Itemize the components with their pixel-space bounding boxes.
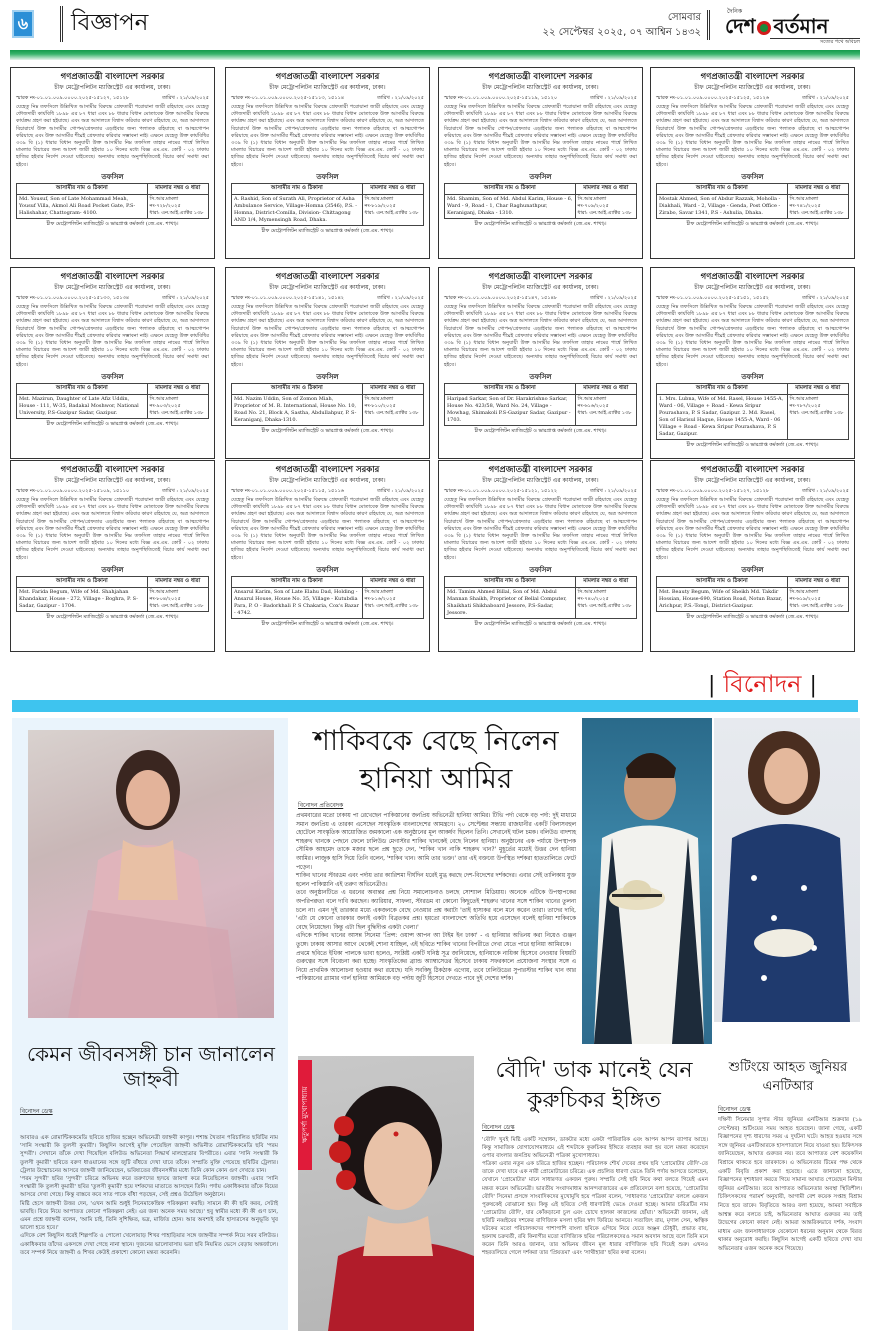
notice-date: তারিখ : ২১/০৯/২০২৫ <box>377 95 424 101</box>
memo-number: স্মারক নং-০১.০১.০০৯.০০০০.২০২৫-১৫১২১, ১৫১২২ <box>444 488 558 494</box>
case-section: ধারা: এন.আই.এ্যাক্টর ১৩৮ <box>789 602 844 609</box>
notice-subtitle: চীফ মেট্রোপলিটন ম্যাজিস্ট্রেট এর কার্যালয়, ঢাকা। <box>54 84 171 91</box>
notice-date: তারিখ : ২১/০৯/২০২৫ <box>590 488 637 494</box>
notice-footer: চীফ মেট্রোপলিটন ম্যাজিস্ট্রেট ও ভারপ্রাপ্ত কর্মকর্তা (জে.এম. শাখা)। <box>46 613 179 620</box>
case-number: সি.আর.মামলা নং-৮০৪/২০২৫ <box>149 588 181 602</box>
notice-subtitle: চীফ মেট্রোপলিটন ম্যাজিস্ট্রেট এর কার্যালয়, ঢাকা। <box>269 84 386 91</box>
notice-footer: চীফ মেট্রোপলিটন ম্যাজিস্ট্রেট ও ভারপ্রাপ্ত কর্মকর্তা (জে.এম. শাখা)। <box>46 420 179 427</box>
notice-body: যেহেতু নিম্ন তফসিলে উল্লিখিত আসামীর বিরুদ্ধে গ্রেফতারী পরোয়ানা জারী রহিয়াছে এবং যেহেতু ফৌজদারী কার্যবিধি ১৮৯৮ এর ৮৭ ধারা এবং ৮৮ ধারার বিধান মোতাবেক উক্ত আসামীর বিরুদ্ধে কার্যক্রম গ্রহণ করা হইয়াছে। এবং অত্র আদালতে বিশ্বাস করিবার কারণ রহিয়াছে যে, অত্র আদালতে বিচারার্থে উক্ত আসামীর গোপন/গ্রেফতার এড়াইবার জন্য পলাতক রহিয়াছে বা আত্মগোপন করিয়াছে এবং উক্ত আসামীর শীঘ্রই গ্রেফতার করিবার সম্ভাবনা নাই। এক্ষনে যেহেতু উক্ত কার্যবিধির ৩৩৯ বি (১) ধারার বিধান অনুযায়ী উক্ত আসামীর নিম্ন তফসিল তাহার নামের পার্শ্বে লিখিত মামলার বিচারের জন্য আদেশ জারী হইবার ১০ দিনের মধ্যে বিজ্ঞ এম.এম. কোর্ট - ০২ ঢাকায় হাজির হইবার নির্দেশ দেওয়া যাইতেছে। অন্যথায় তাহার অনুপস্থিতিতেই বিচার কার্য সমাধা করা হইবে। <box>231 104 424 168</box>
schedule-heading: তফসিল <box>529 371 552 381</box>
schedule-heading: তফসিল <box>316 171 339 181</box>
notice-body: যেহেতু নিম্ন তফসিলে উল্লিখিত আসামীর বিরুদ্ধে গ্রেফতারী পরোয়ানা জারী রহিয়াছে এবং যেহেতু ফৌজদারী কার্যবিধি ১৮৯৮ এর ৮৭ ধারা এবং ৮৮ ধারার বিধান মোতাবেক উক্ত আসামীর বিরুদ্ধে কার্যক্রম গ্রহণ করা হইয়াছে। এবং অত্র আদালতে বিশ্বাস করিবার কারণ রহিয়াছে যে, অত্র আদালতে বিচারার্থে উক্ত আসামীর গোপন/গ্রেফতার এড়াইবার জন্য পলাতক রহিয়াছে বা আত্মগোপন করিয়াছে এবং উক্ত আসামীর শীঘ্রই গ্রেফতার করিবার সম্ভাবনা নাই। এক্ষনে যেহেতু উক্ত কার্যবিধির ৩৩৯ বি (১) ধারার বিধান অনুযায়ী উক্ত আসামীর নিম্ন তফসিল তাহার নামের পার্শ্বে লিখিত মামলার বিচারের জন্য আদেশ জারী হইবার ১০ দিনের মধ্যে বিজ্ঞ এম.এম. কোর্ট - ০২ ঢাকায় হাজির হইবার নির্দেশ দেওয়া যাইতেছে। অন্যথায় তাহার অনুপস্থিতিতেই বিচার কার্য সমাধা করা হইবে। <box>656 304 849 368</box>
notice-footer: চীফ মেট্রোপলিটন ম্যাজিস্ট্রেট ও ভারপ্রাপ্ত কর্মকর্তা (জে.এম. শাখা)। <box>474 427 607 434</box>
accused-table: আসামীর নাম ও ঠিকানা মামলার নম্বর ও ধারা A. Rashid, Son of Surath Ali, Proprietor of Asha Ambulance Service, Village-Homna (3546), P.S. -Homna, District-Comilla, Division- Chittagong AND 1/4, Mymensingh Road, Dhaka. সি.আর.মামলা নং-৮১৯/২০২৫ ধারা: এন.আই.এ্যাক্টর ১৩৮ <box>231 183 424 226</box>
rituparna-photo[interactable] <box>298 1056 474 1331</box>
case-number: সি.আর.মামলা নং-৭৮৭/২০২৫ <box>789 395 821 409</box>
memo-number: স্মারক নং-০১.০১.০০৯.০০০০.২০২৫-১৫১৩৩, ১৫১৩৪ <box>16 295 130 301</box>
boudi-body: 'বৌদি' খুবই মিষ্টি একটি সম্বোধন, ডাকটার মধ্যে একটা পারিবারিক এবং আপন আপন ব্যাপার আছে। কিন্তু সামাজিক যোগাযোগমাধ্যমে এই শব্দটাকে কুরুচিকর ইঙ্গিতে ব্যবহার করা হয় বলে মন্তব্য করেছেন ওপার বাংলার জনপ্রিয় অভিনেত্রী পত্রিকা মুখোপাধ্যায়। পত্রিকা এবার নতুন এক চরিত্রে হাজির হচ্ছেন। পরিচালক শৌর্য দেবের প্রথম ছবি 'প্রোমোটার বৌদি'-তে তাকে দেখা যাবে এক নারী প্রোমোটারের চরিত্রে। এক প্রচলিত ধারণা ভেঙে তিনি পর্দায় আসতে চলেছেন, যেখানে 'প্রোমোটার' মানে সাধারণত একজন পুরুষ। সম্প্রতি সেই ছবি নিয়ে কথা বলতে গিয়েই এমন মন্তব্য করেন অভিনেত্রী। ভারতীয় সংবাদমাধ্যম আনন্দবাজারের এক প্রতিবেদনে বলা হয়েছে, 'প্রোমোটার বৌদি' সিনেমা প্রসঙ্গে সাংবাদিকদের মুখোমুখি হয়ে পত্রিকা বলেন, 'সাধারণত 'প্রোমোটার' বললে একজন পুরুষকেই বোঝানো হয়। কিন্তু এই ছবিতে সেই ধারণাটাই ভেঙে দেওয়া হচ্ছে। আমার চরিত্রটির নাম 'প্রোমোটার বৌদি', যার কোঁকড়ানো চুল এবং চোখে হালকা কাজলের ছোঁয়া।' অভিনেত্রী জানান, এই ছবিটি নব্বইয়ের দশকের বাণিজ্যিক মসলা ছবির স্বাদ ফিরিয়ে আনবে। সত্যজিৎ রায়, মৃণাল সেন, ঋত্বিক ঘটকের মতো পরিচালকদের পাশাপাশি বাংলা ছবিকে এগিয়ে নিয়ে যেতে অঞ্জন চৌধুরী, প্রভাত রায়, হরনাথ চক্রবর্তী, রবি কিনাগীর মতো বাণিজ্যিক ছবির পরিচালকদেরও সমান অবদান আছে বলে তিনি মনে করেন তিনি আরও জানান, তার অভিনয় জীবন মূল ধারার বাণিজ্যিক ছবি দিয়েই শুরু। এখনও শহরতলিতে গেলে দর্শকরা তার 'প্রিয়তমা' এবং 'সাথীহারা' ছবির কথা বলেন। <box>482 1137 708 1257</box>
notice-body: যেহেতু নিম্ন তফসিলে উল্লিখিত আসামীর বিরুদ্ধে গ্রেফতারী পরোয়ানা জারী রহিয়াছে এবং যেহেতু ফৌজদারী কার্যবিধি ১৮৯৮ এর ৮৭ ধারা এবং ৮৮ ধারার বিধান মোতাবেক উক্ত আসামীর বিরুদ্ধে কার্যক্রম গ্রহণ করা হইয়াছে। এবং অত্র আদালতে বিশ্বাস করিবার কারণ রহিয়াছে যে, অত্র আদালতে বিচারার্থে উক্ত আসামীর গোপন/গ্রেফতার এড়াইবার জন্য পলাতক রহিয়াছে বা আত্মগোপন করিয়াছে এবং উক্ত আসামীর শীঘ্রই গ্রেফতার করিবার সম্ভাবনা নাই। এক্ষনে যেহেতু উক্ত কার্যবিধির ৩৩৯ বি (১) ধারার বিধান অনুযায়ী উক্ত আসামীর নিম্ন তফসিল তাহার নামের পার্শ্বে লিখিত মামলার বিচারের জন্য আদেশ জারী হইবার ১০ দিনের মধ্যে বিজ্ঞ এম.এম. কোর্ট - ০২ ঢাকায় হাজির হইবার নির্দেশ দেওয়া যাইতেছে। অন্যথায় তাহার অনুপস্থিতিতেই বিচার কার্য সমাধা করা হইবে। <box>656 497 849 561</box>
weekday: সোমবার <box>667 12 701 23</box>
legal-notice-ad <box>438 460 643 652</box>
notice-body: যেহেতু নিম্ন তফসিলে উল্লিখিত আসামীর বিরুদ্ধে গ্রেফতারী পরোয়ানা জারী রহিয়াছে এবং যেহেতু ফৌজদারী কার্যবিধি ১৮৯৮ এর ৮৭ ধারা এবং ৮৮ ধারার বিধান মোতাবেক উক্ত আসামীর বিরুদ্ধে কার্যক্রম গ্রহণ করা হইয়াছে। এবং অত্র আদালতে বিশ্বাস করিবার কারণ রহিয়াছে যে, অত্র আদালতে বিচারার্থে উক্ত আসামীর গোপন/গ্রেফতার এড়াইবার জন্য পলাতক রহিয়াছে বা আত্মগোপন করিয়াছে এবং উক্ত আসামীর শীঘ্রই গ্রেফতার করিবার সম্ভাবনা নাই। এক্ষনে যেহেতু উক্ত কার্যবিধির ৩৩৯ বি (১) ধারার বিধান অনুযায়ী উক্ত আসামীর নিম্ন তফসিল তাহার নামের পার্শ্বে লিখিত মামলার বিচারের জন্য আদেশ জারী হইবার ১০ দিনের মধ্যে বিজ্ঞ এম.এম. কোর্ট - ০২ ঢাকায় হাজির হইবার নির্দেশ দেওয়া যাইতেছে। অন্যথায় তাহার অনুপস্থিতিতেই বিচার কার্য সমাধা করা হইবে। <box>444 104 637 168</box>
logo-left-text: দেশ <box>725 14 756 38</box>
table-row <box>445 194 637 218</box>
notice-date: তারিখ : ২১/০৯/২০২৫ <box>377 295 424 301</box>
schedule-heading: তফসিল <box>529 171 552 181</box>
notice-footer: চীফ মেট্রোপলিটন ম্যাজিস্ট্রেট ও ভারপ্রাপ্ত কর্মকর্তা (জে.এম. শাখা)। <box>261 620 394 627</box>
table-row <box>657 394 849 439</box>
table-row <box>17 587 209 611</box>
case-number: সি.আর.মামলা নং-৮১৯/২০২৫ <box>364 195 396 209</box>
notice-title: গণপ্রজাতন্ত্রী বাংলাদেশ সরকার <box>700 72 805 82</box>
notice-title: গণপ্রজাতন্ত্রী বাংলাদেশ সরকার <box>60 72 165 82</box>
janhvi-body: আবারও এক রোমান্টিককমেডি ছবিতে হাজির হচ্ছেন অভিনেত্রী জাহ্নবী কাপুর। শশাঙ্ক খৈতান পরিচালিত ছবিটির নাম 'সানি সংস্কারী কি তুলসী কুমারী'। কিছুদিন আগেই মুক্তি পেয়েছিল জাহ্নবী অভিনীত রোমান্টিককমেডি ছবি 'পরম সুন্দরী'। সেখানে তাঁকে দেখা গিয়েছিল বলিউড অভিনেতা সিদ্ধার্থ মালহোত্রার বিপরীতে। এবার 'সানি সংস্কারী কি তুলসী কুমারী' ছবিতে বরুণ ধাওয়ানের সঙ্গে জুটি বাঁধতে দেখা যাবে তাঁকে। সম্প্রতি মুক্তি পেয়েছে ছবিটির ট্রেলার। ট্রেলার উন্মোচনের আসরে জাহ্নবী জানিয়েছেন, ভবিষ্যতের জীবনসঙ্গীর মধ্যে তিনি কোন কোন গুণ দেখতে চান। 'পরম সুন্দরী' ছবির 'সুন্দরী' চরিত্রে অভিনয় করে তরুণদের হৃদয়ে জায়গা করে নিয়েছিলেন জাহ্নবী। এবার 'সানি সংস্কারী কি তুলসী কুমারী' ছবির 'তুলসী কুমারী' হয়ে দর্শকদের মাতাতে আসছেন তিনি। পর্দায় একাধিকবার তাঁকে বিয়ের আসরে দেখা গেছে। কিন্তু বাস্তবে কবে সাত পাকে বাঁধা পড়ছেন, সেই প্রশ্নও উঠেছিল অনুষ্ঠানে। মিষ্টি হেসে জাহ্নবী উত্তর দেন, 'এখন আমি শুধুই সিনেমাকেন্দ্রিক পরিকল্পনা করছি। সামনে কী কী ছবি করব, সেটাই ভাবছি। বিয়ে নিয়ে আপাতত কোনো পরিকল্পনা নেই। এর জন্য অনেক সময় আছে।' হবু স্বামীর মধ্যে কী কী গুণ চান, এমন প্রশ্নে জাহ্নবী বলেন, 'আমি চাই, তিনি সুশিক্ষিত, ভদ্র, মার্জিত হোন। আর অবশ্যই তাঁর হাস্যরসের অনুভূতি খুব ভালো হতে হবে।' এদিকে বেশ কিছুদিন ধরেই শিল্পপতি ও পোলো খেলোয়াড় শিখর পাহাড়িয়ার সঙ্গে জাহ্নবীর সম্পর্ক নিয়ে সরব বলিউড। একাধিকবার তাঁদের একসঙ্গে দেখা গেছে নানা স্থানে। দুজনের ভালোবাসায় ভরা ছবি নিয়মিত ভেসে বেড়ায় অন্তর্জালে। তবে সম্পর্ক নিয়ে জাহ্নবী ও শিখর কেউই প্রকাশ্যে কোনো মন্তব্য করেননি। <box>20 1135 278 1256</box>
notice-title: গণপ্রজাতন্ত্রী বাংলাদেশ সরকার <box>700 272 805 282</box>
case-section: ধারা: এন.আই.এ্যাক্টর ১৩৮ <box>364 409 419 416</box>
janhvi-byline: বিনোদন ডেস্ক <box>20 1108 53 1115</box>
case-number: সি.আর.মামলা নং-৬১৯/২০২৫ <box>789 588 821 602</box>
case-number: সি.আর.মামলা নং-৭৪০/২০২৫ <box>577 588 609 602</box>
notice-date: তারিখ : ২১/০৯/২০২৫ <box>802 95 849 101</box>
case-number: সি.আর.মামলা নং-৭০৯/২০২৫ <box>577 195 609 209</box>
legal-notice-ad <box>10 460 215 652</box>
case-number: সি.আর.মামলা নং-৮১৬/২০২৫ <box>364 588 396 602</box>
accused-table: আসামীর নাম ও ঠিকানা মামলার নম্বর ও ধারা Md. Shamim, Son of Md. Abdul Karim, House - 6, Ward - 9, Road - 1, Char Raghunathpur, Keraniganj, Dhaka - 1310. সি.আর.মামলা নং-৭০৯/২০২৫ ধারা: এন.আই.এ্যাক্টর ১৩৮ <box>444 183 637 219</box>
notice-title: গণপ্রজাতন্ত্রী বাংলাদেশ সরকার <box>700 465 805 475</box>
table-row <box>232 394 424 425</box>
accused-name-address: Md. Yousuf, Son of Late Mohammad Meah, Yousuf Villa, Akmol Ali Road Pocket Gate, P.S-Halishahar, Chattogram- 4100. <box>17 194 148 218</box>
accused-name-address: A. Rashid, Son of Surath Ali, Proprietor of Asha Ambulance Service, Village-Homna (3546), P.S. -Homna, District-Comilla, Division- Chittagong AND 1/4, Mymensingh Road, Dhaka. <box>232 194 363 225</box>
case-section: ধারা: এন.আই.এ্যাক্টর ১৩৮ <box>577 209 632 216</box>
notice-date: তারিখ : ২১/০৯/২০২৫ <box>590 295 637 301</box>
accused-table: আসামীর নাম ও ঠিকানা মামলার নম্বর ও ধারা Mst. Mazirun, Daughter of Late Afiz Uddin, House - 111, W-35, Badakal Moshwor, National University, P.S-Gazipur Sadar, Gazipur. সি.আর.মামলা নং-৯০৩/২০২৫ ধারা: এন.আই.এ্যাক্টর ১৩৮ <box>16 383 209 419</box>
main-byline: বিনোদন প্রতিবেদক <box>298 802 344 809</box>
page-header <box>0 0 870 62</box>
schedule-heading: তফসিল <box>741 371 764 381</box>
notice-body: যেহেতু নিম্ন তফসিলে উল্লিখিত আসামীর বিরুদ্ধে গ্রেফতারী পরোয়ানা জারী রহিয়াছে এবং যেহেতু ফৌজদারী কার্যবিধি ১৮৯৮ এর ৮৭ ধারা এবং ৮৮ ধারার বিধান মোতাবেক উক্ত আসামীর বিরুদ্ধে কার্যক্রম গ্রহণ করা হইয়াছে। এবং অত্র আদালতে বিশ্বাস করিবার কারণ রহিয়াছে যে, অত্র আদালতে বিচারার্থে উক্ত আসামীর গোপন/গ্রেফতার এড়াইবার জন্য পলাতক রহিয়াছে বা আত্মগোপন করিয়াছে এবং উক্ত আসামীর শীঘ্রই গ্রেফতার করিবার সম্ভাবনা নাই। এক্ষনে যেহেতু উক্ত কার্যবিধির ৩৩৯ বি (১) ধারার বিধান অনুযায়ী উক্ত আসামীর নিম্ন তফসিল তাহার নামের পার্শ্বে লিখিত মামলার বিচারের জন্য আদেশ জারী হইবার ১০ দিনের মধ্যে বিজ্ঞ এম.এম. কোর্ট - ০২ ঢাকায় হাজির হইবার নির্দেশ দেওয়া যাইতেছে। অন্যথায় তাহার অনুপস্থিতিতেই বিচার কার্য সমাধা করা হইবে। <box>444 304 637 368</box>
schedule-heading: তফসিল <box>741 171 764 181</box>
notice-subtitle: চীফ মেট্রোপলিটন ম্যাজিস্ট্রেট এর কার্যালয়, ঢাকা। <box>269 477 386 484</box>
notice-date: তারিখ : ২১/০৯/২০২৫ <box>162 488 209 494</box>
notice-subtitle: চীফ মেট্রোপলিটন ম্যাজিস্ট্রেট এর কার্যালয়, ঢাকা। <box>54 477 171 484</box>
legal-notice-ad <box>438 67 643 259</box>
accused-table: আসামীর নাম ও ঠিকানা মামলার নম্বর ও ধারা Mst. Farida Begum, Wife of Md. Shahjahan Khandakar, House - 272, Village - Boghra, P. S-Sadar, Gazipur - 1704. সি.আর.মামলা নং-৮০৪/২০২৫ ধারা: এন.আই.এ্যাক্টর ১৩৮ <box>16 576 209 612</box>
accused-name-address: Haripad Sarkar, Son of Dr. Harakrishno Sarkar, House No. 423/58, Ward No. 24, Village - Mowhag, Shimakoli P.S-Gazipur Sadar, Gazipur - 1703. <box>445 394 576 425</box>
memo-number: স্মারক নং-০১.০১.০০৯.০০০০.২০২৫-১৫১৪৭, ১৫১৪৮ <box>444 295 558 301</box>
notice-footer: চীফ মেট্রোপলিটন ম্যাজিস্ট্রেট ও ভারপ্রাপ্ত কর্মকর্তা (জে.এম. শাখা)। <box>686 441 819 448</box>
accused-name-address: Mst. Farida Begum, Wife of Md. Shahjahan Khandakar, House - 272, Village - Boghra, P. S-Sadar, Gazipur - 1704. <box>17 587 148 611</box>
notice-footer: চীফ মেট্রোপলিটন ম্যাজিস্ট্রেট ও ভারপ্রাপ্ত কর্মকর্তা (জে.এম. শাখা)। <box>474 620 607 627</box>
accused-name-address: 1. Mrs. Lubna, Wife of Md. Rasel, House 1455-A, Ward - 06, Village + Road - Kewa Sripur Pourashava, P. S Sadar, Gazipur. 2. Md. Rasel, Son of Harisul Haque, House 1455-A, Ward - 06 Village + Road - Kewa Sripur Pourashava, P. S Sadar, Gazipur. <box>657 394 788 439</box>
janhvi-headline: কেমন জীবনসঙ্গী চান জানালেন জাহ্নবী <box>27 1042 275 1091</box>
notice-body: যেহেতু নিম্ন তফসিলে উল্লিখিত আসামীর বিরুদ্ধে গ্রেফতারী পরোয়ানা জারী রহিয়াছে এবং যেহেতু ফৌজদারী কার্যবিধি ১৮৯৮ এর ৮৭ ধারা এবং ৮৮ ধারার বিধান মোতাবেক উক্ত আসামীর বিরুদ্ধে কার্যক্রম গ্রহণ করা হইয়াছে। এবং অত্র আদালতে বিশ্বাস করিবার কারণ রহিয়াছে যে, অত্র আদালতে বিচারার্থে উক্ত আসামীর গোপন/গ্রেফতার এড়াইবার জন্য পলাতক রহিয়াছে বা আত্মগোপন করিয়াছে এবং উক্ত আসামীর শীঘ্রই গ্রেফতার করিবার সম্ভাবনা নাই। এক্ষনে যেহেতু উক্ত কার্যবিধির ৩৩৯ বি (১) ধারার বিধান অনুযায়ী উক্ত আসামীর নিম্ন তফসিল তাহার নামের পার্শ্বে লিখিত মামলার বিচারের জন্য আদেশ জারী হইবার ১০ দিনের মধ্যে বিজ্ঞ এম.এম. কোর্ট - ০২ ঢাকায় হাজির হইবার নির্দেশ দেওয়া যাইতেছে। অন্যথায় তাহার অনুপস্থিতিতেই বিচার কার্য সমাধা করা হইবে। <box>16 104 209 168</box>
ntr-headline: শুটিংয়ে আহত জুনিয়র এনটিআর <box>728 1060 848 1094</box>
accused-table: আসামীর নাম ও ঠিকানা মামলার নম্বর ও ধারা Ansarul Karim, Son of Late Elahu Dad, Holding - Ansarul House, House No. 35, Village - Kutubdia Para, P. O - Badorkhali P. S Chakaria, Cox's Bazar - 4742. সি.আর.মামলা নং-৮১৬/২০২৫ ধারা: এন.আই.এ্যাক্টর ১৩৮ <box>231 576 424 619</box>
notice-date: তারিখ : ২১/০৯/২০২৫ <box>802 488 849 494</box>
case-section: ধারা: এন.আই.এ্যাক্টর ১৩৮ <box>149 602 204 609</box>
accused-name-address: Mst. Beauty Begum, Wife of Sheikh Md. Takdir Hossian, House-690, Station Road, Notun Bazar, Arichpur, P.S.-Tongi, District-Gazipur. <box>657 587 788 611</box>
notice-footer: চীফ মেট্রোপলিটন ম্যাজিস্ট্রেট ও ভারপ্রাপ্ত কর্মকর্তা (জে.এম. শাখা)। <box>46 220 179 227</box>
accused-table: আসামীর নাম ও ঠিকানা মামলার নম্বর ও ধারা Md. Tamim Ahmed Billal, Son of Md. Abdul Mannan Shaikh, Proprietor of Bellal Computer, Shaikhati Shikhaboard Jessore, P.S-Sadar, Jessore. সি.আর.মামলা নং-৭৪০/২০২৫ ধারা: এন.আই.এ্যাক্টর ১৩৮ <box>444 576 637 619</box>
table-row <box>17 394 209 418</box>
notice-footer: চীফ মেট্রোপলিটন ম্যাজিস্ট্রেট ও ভারপ্রাপ্ত কর্মকর্তা (জে.এম. শাখা)। <box>474 220 607 227</box>
schedule-heading: তফসিল <box>316 371 339 381</box>
table-row <box>445 587 637 618</box>
notice-subtitle: চীফ মেট্রোপলিটন ম্যাজিস্ট্রেট এর কার্যালয়, ঢাকা। <box>482 477 599 484</box>
notice-footer: চীফ মেট্রোপলিটন ম্যাজিস্ট্রেট ও ভারপ্রাপ্ত কর্মকর্তা (জে.এম. শাখা)। <box>686 220 819 227</box>
entertainment-blue-bar <box>12 700 858 712</box>
notice-subtitle: চীফ মেট্রোপলিটন ম্যাজিস্ট্রেট এর কার্যালয়, ঢাকা। <box>694 284 811 291</box>
notice-footer: চীফ মেট্রোপলিটন ম্যাজিস্ট্রেট ও ভারপ্রাপ্ত কর্মকর্তা (জে.এম. শাখা)। <box>261 427 394 434</box>
memo-number: স্মারক নং-০১.০১.০০৯.০০০০.২০২৫-১৫১১৫, ১৫১১৬ <box>231 488 345 494</box>
memo-number: স্মারক নং-০১.০১.০০৯.০০০০.২০২৫-১৫১২৫, ১৫১২৬ <box>656 95 770 101</box>
ntr-body: দক্ষিণী সিনেমার সুপার স্টার জুনিয়র এনটিআর শুক্রবার (১৯ সেপ্টেম্বর) শুটিংয়ের সময় আহত হয়েছেন। জানা গেছে, একটি বিজ্ঞাপনের দৃশ্য ধারণের সময় এ দুর্ঘটনা ঘটে। আহত হওয়ার সঙ্গে সঙ্গে জুনিয়র এনটিআরকে হাসপাতালে নিয়ে যাওয়া হয়। চিকিৎসক জানিয়েছেন, আঘাত গুরুতর নয়। তবে আপাতত বেশ কয়েকদিন বিশ্রামে থাকতে হবে তারকাকে। এ অভিনেতার টিমের পক্ষ থেকে একটি বিবৃতি প্রকাশ করা হয়েছে। এতে জানানো হয়েছে, বিজ্ঞাপনের দৃশ্যধারণ করতে গিয়ে সামান্য আঘাত পেয়েছেন মিস্টার জুনিয়র এনটিআর। তবে আপাতত অভিনেতার অবস্থা স্থিতিশীল। চিকিৎসকদের পরামর্শ অনুযায়ী, আগামী বেশ কয়েক সপ্তাহ বিশ্রাম নিতে হবে তাকে। বিবৃতিতে আরও বলা হয়েছে, আমরা সবাইকে আশ্বস্ত করে বলতে চাই, অভিনেতার আঘাত গুরুতর নয় তাই উদ্বেগের কোনো কারণ নেই। আমরা আন্তরিকভাবে দর্শক, সংবাদ মাধ্যম এবং জনসাধারণকে যেকোনো ধরনের অনুমান থেকে বিরত থাকার অনুরোধ করছি। কিছুদিন আগেই একটি ছবিতে দেখা যায় অভিনেতার ওজন অনেক কমে গিয়েছে। <box>718 1117 862 1252</box>
table-row <box>17 194 209 218</box>
case-section: ধারা: এন.আই.এ্যাক্টর ১৩৮ <box>364 602 419 609</box>
case-number: সি.আর.মামলা নং-৭৪১/২০২৫ <box>789 195 821 209</box>
notice-footer: চীফ মেট্রোপলিটন ম্যাজিস্ট্রেট ও ভারপ্রাপ্ত কর্মকর্তা (জে.এম. শাখা)। <box>686 613 819 620</box>
legal-notice-ad <box>10 67 215 259</box>
legal-notice-ad <box>438 267 643 459</box>
accused-table: আসামীর নাম ও ঠিকানা মামলার নম্বর ও ধারা Mostak Ahmed, Son of Abdur Razzak, Moholla - Diakhali, Ward - 2, Village - Genda, Post Office - Zirabo, Savar 1341, P.S - Ashulia, Dhaka. সি.আর.মামলা নং-৭৪১/২০২৫ ধারা: এন.আই.এ্যাক্টর ১৩৮ <box>656 183 849 219</box>
table-row <box>232 587 424 618</box>
entertainment-section-title: | বিনোদন | <box>708 670 817 698</box>
legal-notice-ad <box>225 67 430 259</box>
notice-subtitle: চীফ মেট্রোপলিটন ম্যাজিস্ট্রেট এর কার্যালয়, ঢাকা। <box>482 284 599 291</box>
logo-right-text: বর্তমান <box>773 14 829 38</box>
memo-number: স্মারক নং-০১.০১.০০৯.০০০০.২০২৫-১৫১১৩, ১৫১১৪ <box>231 95 345 101</box>
ntr-byline: বিনোদন ডেস্ক <box>718 1106 751 1113</box>
case-section: ধারা: এন.আই.এ্যাক্টর ১৩৮ <box>364 209 419 216</box>
notice-title: গণপ্রজাতন্ত্রী বাংলাদেশ সরকার <box>60 465 165 475</box>
notice-title: গণপ্রজাতন্ত্রী বাংলাদেশ সরকার <box>60 272 165 282</box>
accused-name-address: Md. Nazim Uddin, Son of Zomon Miah, Proprietor of M. R. International, House No. 10, Road No. 21, Block A, Sastha, Abdullahpur, P. S-Keraniganj, Dhaka-1310. <box>232 394 363 425</box>
case-section: ধারা: এন.আই.এ্যাক্টর ১৩৮ <box>577 409 632 416</box>
logo-tagline: সত্যের পথে অবিচল <box>770 38 860 47</box>
case-section: ধারা: এন.আই.এ্যাক্টর ১৩৮ <box>577 602 632 609</box>
accused-name-address: Ansarul Karim, Son of Late Elahu Dad, Holding - Ansarul House, House No. 35, Village - Kutubdia Para, P. O - Badorkhali P. S Chakaria, Cox's Bazar - 4742. <box>232 587 363 618</box>
case-number: সি.আর.মামলা নং-৯০৩/২০২৫ <box>149 395 181 409</box>
table-row <box>445 394 637 425</box>
notice-subtitle: চীফ মেট্রোপলিটন ম্যাজিস্ট্রেট এর কার্যালয়, ঢাকা। <box>269 284 386 291</box>
janhvi-photo[interactable] <box>28 730 274 1018</box>
notice-title: গণপ্রজাতন্ত্রী বাংলাদেশ সরকার <box>488 272 593 282</box>
memo-number: স্মারক নং-০১.০১.০০৯.০০০০.২০২৫-১৫১২৭, ১৫১২৮ <box>656 488 770 494</box>
schedule-heading: তফসিল <box>101 171 124 181</box>
legal-notice-ad <box>650 67 855 259</box>
notice-subtitle: চীফ মেট্রোপলিটন ম্যাজিস্ট্রেট এর কার্যালয়, ঢাকা। <box>694 477 811 484</box>
notice-body: যেহেতু নিম্ন তফসিলে উল্লিখিত আসামীর বিরুদ্ধে গ্রেফতারী পরোয়ানা জারী রহিয়াছে এবং যেহেতু ফৌজদারী কার্যবিধি ১৮৯৮ এর ৮৭ ধারা এবং ৮৮ ধারার বিধান মোতাবেক উক্ত আসামীর বিরুদ্ধে কার্যক্রম গ্রহণ করা হইয়াছে। এবং অত্র আদালতে বিশ্বাস করিবার কারণ রহিয়াছে যে, অত্র আদালতে বিচারার্থে উক্ত আসামীর গোপন/গ্রেফতার এড়াইবার জন্য পলাতক রহিয়াছে বা আত্মগোপন করিয়াছে এবং উক্ত আসামীর শীঘ্রই গ্রেফতার করিবার সম্ভাবনা নাই। এক্ষনে যেহেতু উক্ত কার্যবিধির ৩৩৯ বি (১) ধারার বিধান অনুযায়ী উক্ত আসামীর নিম্ন তফসিল তাহার নামের পার্শ্বে লিখিত মামলার বিচারের জন্য আদেশ জারী হইবার ১০ দিনের মধ্যে বিজ্ঞ এম.এম. কোর্ট - ০২ ঢাকায় হাজির হইবার নির্দেশ দেওয়া যাইতেছে। অন্যথায় তাহার অনুপস্থিতিতেই বিচার কার্য সমাধা করা হইবে। <box>16 304 209 368</box>
legal-notice-ad <box>650 267 855 459</box>
notice-title: গণপ্রজাতন্ত্রী বাংলাদেশ সরকার <box>488 465 593 475</box>
notice-date: তারিখ : ২১/০৯/২০২৫ <box>162 95 209 101</box>
notice-date: তারিখ : ২১/০৯/২০২৫ <box>377 488 424 494</box>
notice-body: যেহেতু নিম্ন তফসিলে উল্লিখিত আসামীর বিরুদ্ধে গ্রেফতারী পরোয়ানা জারী রহিয়াছে এবং যেহেতু ফৌজদারী কার্যবিধি ১৮৯৮ এর ৮৭ ধারা এবং ৮৮ ধারার বিধান মোতাবেক উক্ত আসামীর বিরুদ্ধে কার্যক্রম গ্রহণ করা হইয়াছে। এবং অত্র আদালতে বিশ্বাস করিবার কারণ রহিয়াছে যে, অত্র আদালতে বিচারার্থে উক্ত আসামীর গোপন/গ্রেফতার এড়াইবার জন্য পলাতক রহিয়াছে বা আত্মগোপন করিয়াছে এবং উক্ত আসামীর শীঘ্রই গ্রেফতার করিবার সম্ভাবনা নাই। এক্ষনে যেহেতু উক্ত কার্যবিধির ৩৩৯ বি (১) ধারার বিধান অনুযায়ী উক্ত আসামীর নিম্ন তফসিল তাহার নামের পার্শ্বে লিখিত মামলার বিচারের জন্য আদেশ জারী হইবার ১০ দিনের মধ্যে বিজ্ঞ এম.এম. কোর্ট - ০২ ঢাকায় হাজির হইবার নির্দেশ দেওয়া যাইতেছে। অন্যথায় তাহার অনুপস্থিতিতেই বিচার কার্য সমাধা করা হইবে। <box>444 497 637 561</box>
rituparna-photo-label: ঋতুপর্ণা মুখোপাধ্যায় <box>298 1060 312 1170</box>
notice-footer: চীফ মেট্রোপলিটন ম্যাজিস্ট্রেট ও ভারপ্রাপ্ত কর্মকর্তা (জে.এম. শাখা)। <box>261 227 394 234</box>
shakib-photo[interactable] <box>582 718 712 1044</box>
schedule-heading: তফসিল <box>101 564 124 574</box>
case-number: সি.আর.মামলা নং-৬১৬/২০২৫ <box>577 395 609 409</box>
notice-date: তারিখ : ২১/০৯/২০২৫ <box>802 295 849 301</box>
notice-title: গণপ্রজাতন্ত্রী বাংলাদেশ সরকার <box>275 465 380 475</box>
table-row <box>232 194 424 225</box>
memo-number: স্মারক নং-০১.০১.০০৯.০০০০.২০২৫-১৫১২৭, ১৫১২৮ <box>16 95 130 101</box>
case-section: ধারা: এন.আই.এ্যাক্টর ১৩৮ <box>149 209 204 216</box>
boudi-byline: বিনোদন ডেস্ক <box>482 1124 515 1131</box>
main-body: প্রথমবারের মতো ঢাকায় পা রেখেছেন পাকিস্তানের জনপ্রিয় অভিনেত্রী হানিয়া আমির। টিভি পর্দা থেকে বড় পর্দা: দুই মাধ্যমে সমান জনপ্রিয় এ তারকা এসেছেন সাংস্কৃতিক বাংলাদেশের আমন্ত্রণে। ২০ সেপ্টেম্বর সন্ধ্যায় রাজধানীর একটি বিলাসবহুল হোটেলে সাংস্কৃতিক আয়োজিত জমকালো এক অনুষ্ঠানের মূল আকর্ষণ ছিলেন তিনি। সেখানেই ঘটল চমক। বলিউড বাদশাহ শাহরুখ খানকে পেছনে ফেলে ঢালিউড মেগাস্টার শাকিব খানকেই বেছে নিলেন হানিয়া। অনুষ্ঠানের এক পর্যায়ে উপস্থাপক সৌমিক আহমেদ তাকে মজার ছলে প্রশ্ন ছুড়ে দেন, 'শাকিব খান নাকি শাহরুখ খান?' মুহূর্তের মধ্যেই উত্তর দেন হানিয়া আমির। লাজুক হাসি দিয়ে তিনি বলেন, 'শাকিব খান। আমি তার ভক্ত।' তার এই বক্তব্যে উপস্থিত দর্শকরা হাততালিতে ফেটে পড়েন। শাকিব খানের স্টারডম এবং পর্দায় তার ক্যারিশমা দীর্ঘদিন ধরেই মুগ্ধ করছে দেশ-বিদেশের দর্শকদের। এবার সেই তালিকায় যুক্ত হলেন পাকিস্তানি এই তরুণ অভিনেত্রীও। তবে অনুষ্ঠানটিতে এ ধরনের অবান্তর প্রশ্ন নিয়ে সমালোচনাও চলছে সোশ্যাল মিডিয়ায়। অনেকে এটিকে উপস্থাপকের অপরিপক্বতা বলে দাবি করছেন। ক্যারিয়ার, সাফল্য, স্টারডম বা কোনো কিছুতেই শাহরুখ খানের সঙ্গে শাকিব খানের তুলনা চলে না। এমন দুই তারকার মধ্যে একজনকে বেছে নেওয়ার প্রশ্ন করাটা 'তাই হাস্যকর বলে মনে করেন তারা। তাদের দাবি, 'এটা যে কোনো তারকার জন্যই একটা বিব্রতকর প্রশ্ন। হয়তো বাংলাদেশে অতিথি হয়ে এসেছেন বলেই হানিয়া শাকিবকে বেছে নিয়েছেন। কিন্তু এটা ছিল বুদ্ধিদীপ্ত একটা খেলা।' এদিকে শাকিব খানের আসন্ন সিনেমা 'প্রিন্স: ওয়ান্স আপন আ টাইম ইন ঢাকা' - এ হানিয়ার অভিনয় করা নিয়েও গুঞ্জন তুঙ্গে। ঢাকায় আসার আগে থেকেই শোনা যাচ্ছিল, এই ছবিতে শাকিব খানের বিপরীতে দেখা যেতে পারে হানিয়া আমিরকে। প্রথমে ছবিতে ইধিকা পালকে ভাবা হলেও, সংশ্লিষ্ট একটি ঘনিষ্ঠ সূত্র জানিয়েছে, হানিয়াকে নায়িকা হিসেবে নেওয়ার বিষয়টি গুরুত্বের সঙ্গে বিবেচনা করা হচ্ছে। সাংস্কৃতিকের ব্র্যান্ড অ্যাম্বাসেডর হিসেবে ঢাকায় সফরকালে প্রযোজনা সংস্থার সঙ্গে এ নিয়ে প্রাথমিক আলোচনা হওয়ার কথা রয়েছে। যদি সবকিছু ঠিকঠাক এগোয়, তবে ঢালিউডের সুপারস্টার শাকিব খান আর পাকিস্তানের গ্ল্যামার গার্ল হানিয়া আমিরকে বড় পর্দায় জুটি হিসেবে দেখতে পাবে দুই দেশের দর্শক। <box>296 813 576 983</box>
accused-name-address: Md. Shamim, Son of Md. Abdul Karim, House - 6, Ward - 9, Road - 1, Char Raghunathpur, Keraniganj, Dhaka - 1310. <box>445 194 576 218</box>
main-headline: শাকিবকে বেছে নিলেন হানিয়া আমির <box>313 724 559 795</box>
schedule-heading: তফসিল <box>741 564 764 574</box>
accused-name-address: Md. Tamim Ahmed Billal, Son of Md. Abdul Mannan Shaikh, Proprietor of Bellal Computer, Shaikhati Shikhaboard Jessore, P.S-Sadar, Jessore. <box>445 587 576 618</box>
schedule-heading: তফসিল <box>529 564 552 574</box>
hania-photo[interactable] <box>714 718 860 1022</box>
memo-number: স্মারক নং-০১.০১.০০৯.০০০০.২০২৫-১৫১৪১, ১৫১৪২ <box>231 295 345 301</box>
notice-body: যেহেতু নিম্ন তফসিলে উল্লিখিত আসামীর বিরুদ্ধে গ্রেফতারী পরোয়ানা জারী রহিয়াছে এবং যেহেতু ফৌজদারী কার্যবিধি ১৮৯৮ এর ৮৭ ধারা এবং ৮৮ ধারার বিধান মোতাবেক উক্ত আসামীর বিরুদ্ধে কার্যক্রম গ্রহণ করা হইয়াছে। এবং অত্র আদালতে বিশ্বাস করিবার কারণ রহিয়াছে যে, অত্র আদালতে বিচারার্থে উক্ত আসামীর গোপন/গ্রেফতার এড়াইবার জন্য পলাতক রহিয়াছে বা আত্মগোপন করিয়াছে এবং উক্ত আসামীর শীঘ্রই গ্রেফতার করিবার সম্ভাবনা নাই। এক্ষনে যেহেতু উক্ত কার্যবিধির ৩৩৯ বি (১) ধারার বিধান অনুযায়ী উক্ত আসামীর নিম্ন তফসিল তাহার নামের পার্শ্বে লিখিত মামলার বিচারের জন্য আদেশ জারী হইবার ১০ দিনের মধ্যে বিজ্ঞ এম.এম. কোর্ট - ০২ ঢাকায় হাজির হইবার নির্দেশ দেওয়া যাইতেছে। অন্যথায় তাহার অনুপস্থিতিতেই বিচার কার্য সমাধা করা হইবে। <box>231 497 424 561</box>
dateline <box>543 10 710 40</box>
notice-subtitle: চীফ মেট্রোপলিটন ম্যাজিস্ট্রেট এর কার্যালয়, ঢাকা। <box>54 284 171 291</box>
legal-notice-ad <box>650 460 855 652</box>
notice-body: যেহেতু নিম্ন তফসিলে উল্লিখিত আসামীর বিরুদ্ধে গ্রেফতারী পরোয়ানা জারী রহিয়াছে এবং যেহেতু ফৌজদারী কার্যবিধি ১৮৯৮ এর ৮৭ ধারা এবং ৮৮ ধারার বিধান মোতাবেক উক্ত আসামীর বিরুদ্ধে কার্যক্রম গ্রহণ করা হইয়াছে। এবং অত্র আদালতে বিশ্বাস করিবার কারণ রহিয়াছে যে, অত্র আদালতে বিচারার্থে উক্ত আসামীর গোপন/গ্রেফতার এড়াইবার জন্য পলাতক রহিয়াছে বা আত্মগোপন করিয়াছে এবং উক্ত আসামীর শীঘ্রই গ্রেফতার করিবার সম্ভাবনা নাই। এক্ষনে যেহেতু উক্ত কার্যবিধির ৩৩৯ বি (১) ধারার বিধান অনুযায়ী উক্ত আসামীর নিম্ন তফসিল তাহার নামের পার্শ্বে লিখিত মামলার বিচারের জন্য আদেশ জারী হইবার ১০ দিনের মধ্যে বিজ্ঞ এম.এম. কোর্ট - ০২ ঢাকায় হাজির হইবার নির্দেশ দেওয়া যাইতেছে। অন্যথায় তাহার অনুপস্থিতিতেই বিচার কার্য সমাধা করা হইবে। <box>231 304 424 368</box>
legal-notice-ad <box>225 267 430 459</box>
logo-small-text: দৈনিক <box>727 8 743 15</box>
schedule-heading: তফসিল <box>316 564 339 574</box>
date: ২২ সেপ্টেম্বর ২০২৫, ০৭ আশ্বিন ১৪৩২ <box>542 27 701 38</box>
case-number: সি.আর.মামলা নং-৮১০/২০২৫ <box>364 395 396 409</box>
legal-notice-ad <box>225 460 430 652</box>
masthead-logo[interactable] <box>725 6 860 46</box>
accused-table: আসামীর নাম ও ঠিকানা মামলার নম্বর ও ধারা Haripad Sarkar, Son of Dr. Harakrishno Sarkar, House No. 423/58, Ward No. 24, Village - Mowhag, Shimakoli P.S-Gazipur Sadar, Gazipur - 1703. সি.আর.মামলা নং-৬১৬/২০২৫ ধারা: এন.আই.এ্যাক্টর ১৩৮ <box>444 383 637 426</box>
case-section: ধারা: এন.আই.এ্যাক্টর ১৩৮ <box>149 409 204 416</box>
accused-name-address: Mostak Ahmed, Son of Abdur Razzak, Moholla - Diakhali, Ward - 2, Village - Genda, Post Office - Zirabo, Savar 1341, P.S - Ashulia, Dhaka. <box>657 194 788 218</box>
accused-table: আসামীর নাম ও ঠিকানা মামলার নম্বর ও ধারা Md. Yousuf, Son of Late Mohammad Meah, Yousuf Villa, Akmol Ali Road Pocket Gate, P.S-Halishahar, Chattogram- 4100. সি.আর.মামলা নং-৭২৮/২০২৫ ধারা: এন.আই.এ্যাক্টর ১৩৮ <box>16 183 209 219</box>
table-row <box>657 587 849 611</box>
case-number: সি.আর.মামলা নং-৭২৮/২০২৫ <box>149 195 181 209</box>
page-number: ৬ <box>12 10 34 38</box>
accused-table: আসামীর নাম ও ঠিকানা মামলার নম্বর ও ধারা Mst. Beauty Begum, Wife of Sheikh Md. Takdir Hossian, House-690, Station Road, Notun Bazar, Arichpur, P.S.-Tongi, District-Gazipur. সি.আর.মামলা নং-৬১৯/২০২৫ ধারা: এন.আই.এ্যাক্টর ১৩৮ <box>656 576 849 612</box>
accused-table: আসামীর নাম ও ঠিকানা মামলার নম্বর ও ধারা Md. Nazim Uddin, Son of Zomon Miah, Proprietor of M. R. International, House No. 10, Road No. 21, Block A, Sastha, Abdullahpur, P. S-Keraniganj, Dhaka-1310. সি.আর.মামলা নং-৮১০/২০২৫ ধারা: এন.আই.এ্যাক্টর ১৩৮ <box>231 383 424 426</box>
notice-date: তারিখ : ২১/০৯/২০২৫ <box>590 95 637 101</box>
case-section: ধারা: এন.আই.এ্যাক্টর ১৩৮ <box>789 209 844 216</box>
notice-title: গণপ্রজাতন্ত্রী বাংলাদেশ সরকার <box>275 72 380 82</box>
boudi-headline: বৌদি' ডাক মানেই যেন কুরুচিকর ইঙ্গিত <box>495 1058 693 1113</box>
notice-date: তারিখ : ২১/০৯/২০২৫ <box>162 295 209 301</box>
accused-name-address: Mst. Mazirun, Daughter of Late Afiz Uddin, House - 111, W-35, Badakal Moshwor, National University, P.S-Gazipur Sadar, Gazipur. <box>17 394 148 418</box>
notice-body: যেহেতু নিম্ন তফসিলে উল্লিখিত আসামীর বিরুদ্ধে গ্রেফতারী পরোয়ানা জারী রহিয়াছে এবং যেহেতু ফৌজদারী কার্যবিধি ১৮৯৮ এর ৮৭ ধারা এবং ৮৮ ধারার বিধান মোতাবেক উক্ত আসামীর বিরুদ্ধে কার্যক্রম গ্রহণ করা হইয়াছে। এবং অত্র আদালতে বিশ্বাস করিবার কারণ রহিয়াছে যে, অত্র আদালতে বিচারার্থে উক্ত আসামীর গোপন/গ্রেফতার এড়াইবার জন্য পলাতক রহিয়াছে বা আত্মগোপন করিয়াছে এবং উক্ত আসামীর শীঘ্রই গ্রেফতার করিবার সম্ভাবনা নাই। এক্ষনে যেহেতু উক্ত কার্যবিধির ৩৩৯ বি (১) ধারার বিধান অনুযায়ী উক্ত আসামীর নিম্ন তফসিল তাহার নামের পার্শ্বে লিখিত মামলার বিচারের জন্য আদেশ জারী হইবার ১০ দিনের মধ্যে বিজ্ঞ এম.এম. কোর্ট - ০২ ঢাকায় হাজির হইবার নির্দেশ দেওয়া যাইতেছে। অন্যথায় তাহার অনুপস্থিতিতেই বিচার কার্য সমাধা করা হইবে। <box>16 497 209 561</box>
case-section: ধারা: এন.আই.এ্যাক্টর ১৩৮ <box>789 409 844 416</box>
memo-number: স্মারক নং-০১.০১.০০৯.০০০০.২০২৫-১৫১১৯, ১৫১২০ <box>444 95 558 101</box>
notice-body: যেহেতু নিম্ন তফসিলে উল্লিখিত আসামীর বিরুদ্ধে গ্রেফতারী পরোয়ানা জারী রহিয়াছে এবং যেহেতু ফৌজদারী কার্যবিধি ১৮৯৮ এর ৮৭ ধারা এবং ৮৮ ধারার বিধান মোতাবেক উক্ত আসামীর বিরুদ্ধে কার্যক্রম গ্রহণ করা হইয়াছে। এবং অত্র আদালতে বিশ্বাস করিবার কারণ রহিয়াছে যে, অত্র আদালতে বিচারার্থে উক্ত আসামীর গোপন/গ্রেফতার এড়াইবার জন্য পলাতক রহিয়াছে বা আত্মগোপন করিয়াছে এবং উক্ত আসামীর শীঘ্রই গ্রেফতার করিবার সম্ভাবনা নাই। এক্ষনে যেহেতু উক্ত কার্যবিধির ৩৩৯ বি (১) ধারার বিধান অনুযায়ী উক্ত আসামীর নিম্ন তফসিল তাহার নামের পার্শ্বে লিখিত মামলার বিচারের জন্য আদেশ জারী হইবার ১০ দিনের মধ্যে বিজ্ঞ এম.এম. কোর্ট - ০২ ঢাকায় হাজির হইবার নির্দেশ দেওয়া যাইতেছে। অন্যথায় তাহার অনুপস্থিতিতেই বিচার কার্য সমাধা করা হইবে। <box>656 104 849 168</box>
table-row <box>657 194 849 218</box>
header-green-bar <box>10 50 860 60</box>
notice-title: গণপ্রজাতন্ত্রী বাংলাদেশ সরকার <box>275 272 380 282</box>
logo-emblem-icon <box>757 21 771 35</box>
legal-notice-ad <box>10 267 215 459</box>
schedule-heading: তফসিল <box>101 371 124 381</box>
section-title: বিজ্ঞাপন <box>60 6 148 42</box>
accused-table: আসামীর নাম ও ঠিকানা মামলার নম্বর ও ধারা 1. Mrs. Lubna, Wife of Md. Rasel, House 1455-A, Ward - 06, Village + Road - Kewa Sripur Pourashava, P. S Sadar, Gazipur. 2. Md. Rasel, Son of Harisul Haque, House 1455-A, Ward - 06 Village + Road - Kewa Sripur Pourashava, P. S Sadar, Gazipur. সি.আর.মামলা নং-৭৮৭/২০২৫ ধারা: এন.আই.এ্যাক্টর ১৩৮ <box>656 383 849 440</box>
notice-subtitle: চীফ মেট্রোপলিটন ম্যাজিস্ট্রেট এর কার্যালয়, ঢাকা। <box>482 84 599 91</box>
memo-number: স্মারক নং-০১.০১.০০৯.০০০০.২০২৫-১৫১০৯, ১৫১১০ <box>16 488 130 494</box>
memo-number: স্মারক নং-০১.০১.০০৯.০০০০.২০২৫-১৫১৫১, ১৫১৫২ <box>656 295 770 301</box>
notice-title: গণপ্রজাতন্ত্রী বাংলাদেশ সরকার <box>488 72 593 82</box>
notice-subtitle: চীফ মেট্রোপলিটন ম্যাজিস্ট্রেট এর কার্যালয়, ঢাকা। <box>694 84 811 91</box>
